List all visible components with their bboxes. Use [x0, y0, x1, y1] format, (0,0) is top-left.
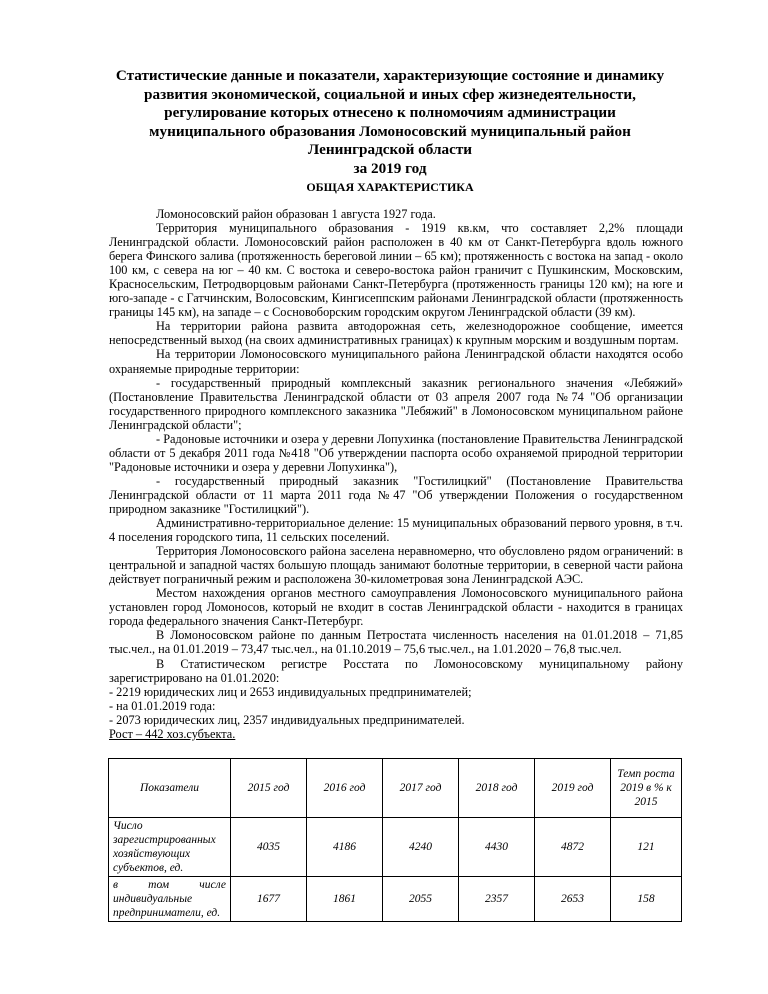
row-label-word: в: [113, 879, 118, 891]
paragraph: На территории Ломоносовского муниципального района Ленинградской области находятся особо охраняемые природные территории:: [109, 347, 683, 376]
row-label-rest: индивидуальные предприниматели, ед.: [113, 893, 221, 919]
stats-table: [108, 758, 682, 922]
table-row: [109, 877, 682, 922]
growth-line: [109, 727, 683, 741]
row-label: [109, 877, 231, 922]
table-header: 2015 год: [231, 759, 307, 818]
paragraph: - государственный природный заказник "Гостилицкий" (Постановление Правительства Ленинградской области от 11 марта 2011 года №47 "Об утверждении Положения о государственном природном заказнике "Гостилицкий").: [109, 473, 683, 516]
paragraph: Ломоносовский район образован 1 августа 1927 года.: [156, 207, 436, 221]
paragraph: Территория муниципального образования - 1919 кв.км, что составляет 2,2% площади Ленинградской области. Ломоносовский район расположен в 40 км от Санкт-Петербурга вдоль южного берега Финского залива (протяженность береговой линии – 65 км); протяженность с востока на запад - около 100 км, с севера на юг – 40 км. С востока и северо-востока район граничит с Пушкинским, Московским, Красносельским, Петродворцовым районами Санкт-Петербурга (протяженность границы 120 км); на юге и юго-западе - с Гатчинским, Волосовским, Кингисеппским районами Ленинградской области (протяженность границы 145 км), на западе – с Сосновоборским городским округом Ленинградской области (39 км).: [109, 221, 683, 320]
list-line: - 2073 юридических лиц, 2357 индивидуальных предпринимателей.: [109, 712, 465, 727]
table-header: 2018 год: [459, 759, 535, 818]
list-line: - 2219 юридических лиц и 2653 индивидуальных предпринимателей;: [109, 684, 472, 699]
row-label-word: числе: [199, 879, 226, 891]
paragraph: В Ломоносовском районе по данным Петростата численность населения на 01.01.2018 – 71,85 тыс.чел., на 01.01.2019 – 73,47 тыс.чел., на 01.10.2019 – 75,6 тыс.чел., на 1.01.2020 – 76,8 тыс.чел.: [109, 628, 683, 657]
title-line: развития экономической, социальной и иных сфер жизнедеятельности,: [144, 85, 636, 103]
table-header: Темп роста 2019 в % к 2015: [611, 759, 682, 818]
paragraph: В Статистическом регистре Росстата по Ломоносовскому муниципальному району зарегистрировано на 01.01.2020:: [109, 656, 683, 685]
table-row: [109, 818, 682, 877]
title-line: Ленинградской области: [307, 141, 473, 159]
table-header: 2019 год: [535, 759, 611, 818]
table-cell: 2357: [459, 877, 535, 922]
table-cell: 4035: [231, 818, 307, 877]
title-line: регулирование которых отнесено к полномочиям администрации: [164, 104, 616, 122]
growth-text: Рост – 442 хоз.субъекта.: [109, 726, 236, 741]
table-cell: 158: [611, 877, 682, 922]
paragraph: Административно-территориальное деление: 15 муниципальных образований первого уровня, в т.ч. 4 поселения городского типа, 11 сельских поселений.: [109, 516, 683, 545]
table-cell: 121: [611, 818, 682, 877]
table-cell: 4872: [535, 818, 611, 877]
table-cell: 4186: [307, 818, 383, 877]
table-cell: 4430: [459, 818, 535, 877]
table-header: 2017 год: [383, 759, 459, 818]
title-line: Статистические данные и показатели, характеризующие состояние и динамику: [115, 67, 665, 84]
paragraph: - Радоновые источники и озера у деревни Лопухинка (постановление Правительства Ленинградской области от 5 декабря 2011 года №418 "Об утверждении паспорта особо охраняемой природной территории "Радоновые источники и озера у деревни Лопухинка"),: [109, 431, 683, 474]
table-header-row: [109, 759, 682, 818]
table-cell: 4240: [383, 818, 459, 877]
section-heading: ОБЩАЯ ХАРАКТЕРИСТИКА: [306, 180, 474, 194]
table-header: 2016 год: [307, 759, 383, 818]
table-cell: 1677: [231, 877, 307, 922]
row-label-first-line: [113, 878, 226, 892]
paragraph: На территории района развита автодорожная сеть, железнодорожное сообщение, имеется непосредственный выход (на своих административных границах) к крупным морским и воздушным портам.: [109, 319, 683, 348]
document-title: [100, 67, 680, 179]
title-line: за 2019 год: [353, 159, 427, 177]
paragraph: - государственный природный комплексный заказник регионального значения «Лебяжий» (Постановление Правительства Ленинградской области от 03 апреля 2007 года №74 "Об организации государственного природного комплексного заказника "Лебяжий" в Ломоносовском муниципальном районе Ленинградской области";: [109, 375, 683, 432]
row-label-word: том: [148, 879, 170, 891]
table-header: Показатели: [109, 759, 231, 818]
table-cell: 2055: [383, 877, 459, 922]
paragraph: Местом нахождения органов местного самоуправления Ломоносовского муниципального района установлен город Ломоносов, который не входит в состав Ленинградской области - находится в границах города федерального значения Санкт-Петербург.: [109, 586, 683, 629]
list-line: - на 01.01.2019 года:: [109, 698, 216, 713]
row-label: Число зарегистрированных хозяйствующих субъектов, ед.: [109, 818, 231, 877]
title-line: муниципального образования Ломоносовский муниципальный район: [149, 122, 631, 140]
table-cell: 2653: [535, 877, 611, 922]
paragraph: Территория Ломоносовского района заселена неравномерно, что обусловлено рядом ограничений: в центральной и западной частях большую площадь занимают болотные территории, в северной части района действует пограничный режим и расположена 30-километровая зона Ленинградской АЭС.: [109, 544, 683, 587]
table-cell: 1861: [307, 877, 383, 922]
body-text: [109, 207, 683, 741]
